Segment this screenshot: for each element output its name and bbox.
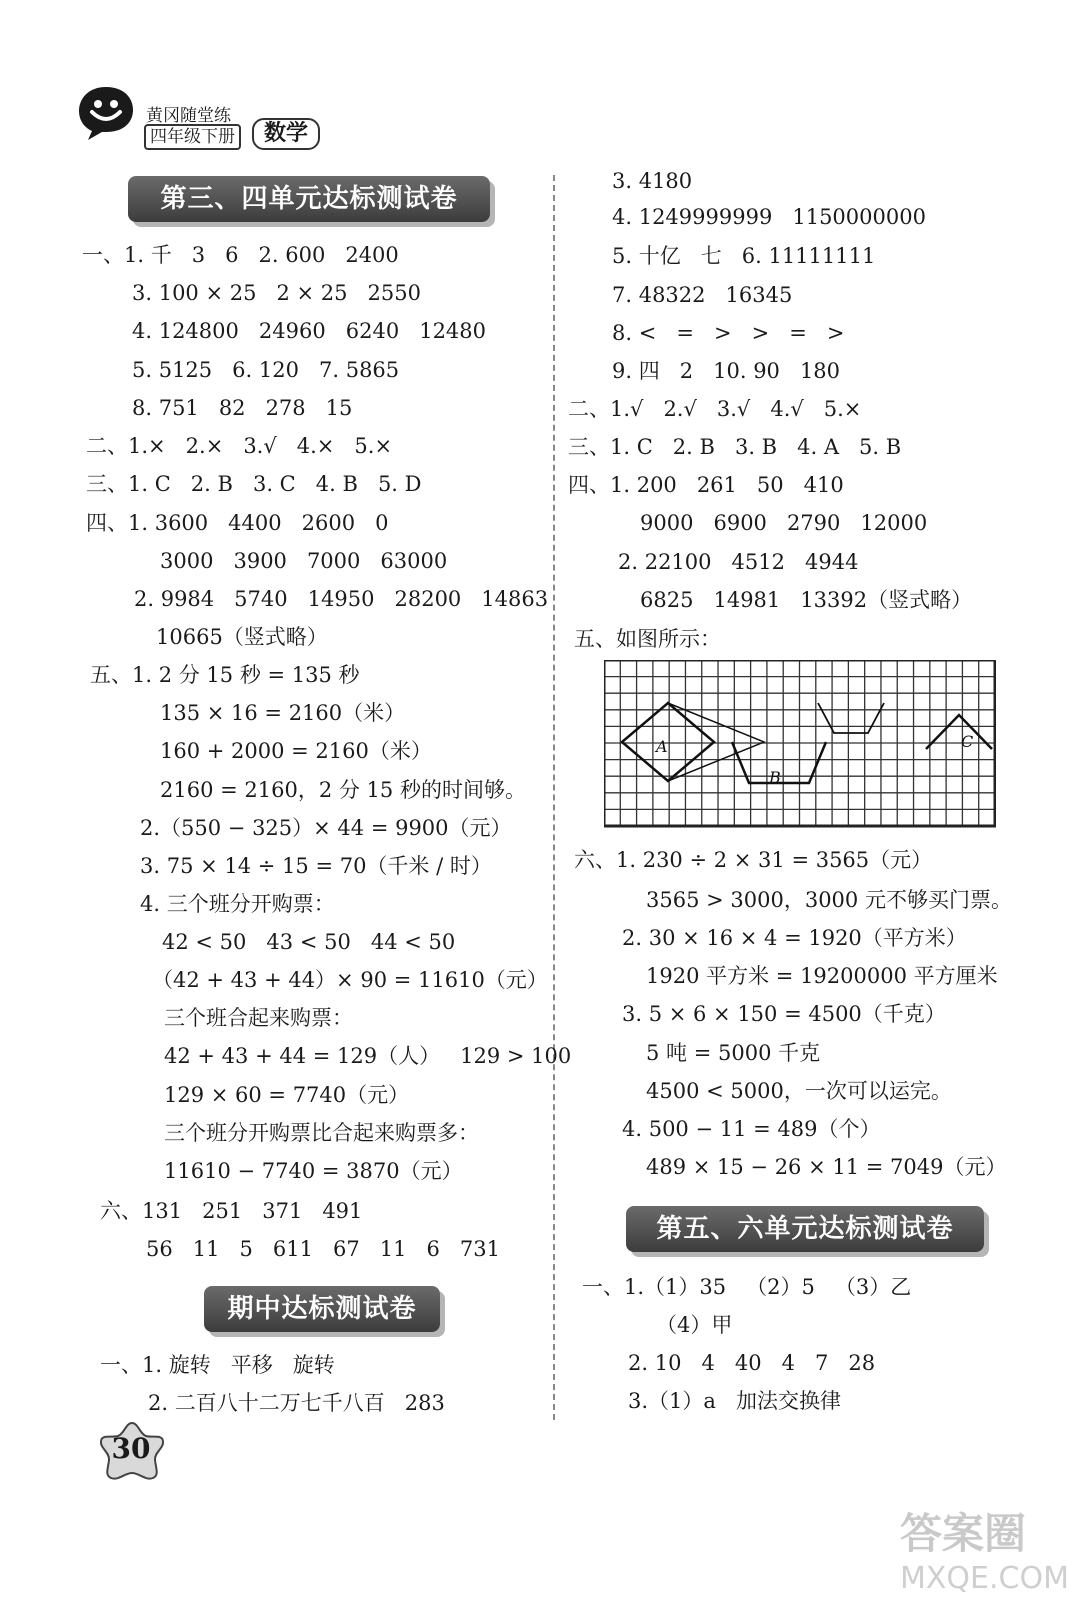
answer-line: 2. 30 × 16 × 4 = 1920（平方米） <box>622 926 967 950</box>
grade-label: 四年级下册 <box>144 124 241 150</box>
answer-line: 8. < = > > = > <box>612 321 845 345</box>
answer-line: 4. 500 − 11 = 489（个） <box>622 1117 881 1141</box>
answer-line: 一、1. 千 3 6 2. 600 2400 <box>82 243 399 267</box>
answer-line: 3. 5 × 6 × 150 = 4500（千克） <box>622 1002 946 1026</box>
grid-label-b: B <box>769 768 781 787</box>
answer-line: （4）甲 <box>656 1313 733 1337</box>
answer-line: 11610 − 7740 = 3870（元） <box>164 1159 463 1183</box>
answer-line: 四、1. 3600 4400 2600 0 <box>86 511 389 535</box>
answer-line: 二、1.× 2.× 3.√ 4.× 5.× <box>86 434 393 458</box>
answer-line: 3.（1）a 加法交换律 <box>628 1389 841 1413</box>
series-title: 黄冈随堂练 <box>146 106 231 126</box>
answer-line: 2. 22100 4512 4944 <box>618 550 859 574</box>
answer-line: 4500 < 5000，一次可以运完。 <box>646 1079 952 1103</box>
answer-line: 6825 14981 13392（竖式略） <box>640 588 973 612</box>
answer-line: 2. 10 4 40 4 7 28 <box>628 1351 876 1375</box>
answer-line: （42 + 43 + 44）× 90 = 11610（元） <box>152 968 548 992</box>
answer-line: 2. 二百八十二万七千八百 283 <box>148 1391 445 1415</box>
answer-line: 五、1. 2 分 15 秒 = 135 秒 <box>90 663 360 687</box>
shape-a <box>622 703 714 781</box>
answer-line: 六、131 251 371 491 <box>100 1199 363 1223</box>
answer-line: 四、1. 200 261 50 410 <box>568 473 844 497</box>
answer-line: 三个班分开购票比合起来购票多： <box>164 1121 479 1145</box>
answer-line: 160 + 2000 = 2160（米） <box>160 739 432 763</box>
answer-line: 4. 124800 24960 6240 12480 <box>132 319 487 343</box>
answer-line: 五、如图所示： <box>574 627 721 651</box>
smiley-logo-icon <box>76 84 136 142</box>
answer-line: 3. 75 × 14 ÷ 15 = 70（千米 / 时） <box>140 854 492 878</box>
answer-line: 3565 > 3000，3000 元不够买门票。 <box>646 888 1012 912</box>
answer-line: 135 × 16 = 2160（米） <box>160 701 406 725</box>
answer-line: 9. 四 2 10. 90 180 <box>612 359 841 383</box>
section-banner-unit56: 第五、六单元达标测试卷 <box>626 1206 984 1252</box>
column-divider <box>553 175 555 1420</box>
grid-label-c: C <box>961 732 974 751</box>
answer-line: 5 吨 = 5000 千克 <box>646 1041 821 1065</box>
answer-line: 4. 三个班分开购票： <box>140 892 335 916</box>
answer-line: 5. 5125 6. 120 7. 5865 <box>132 358 400 382</box>
answer-line: 3. 4180 <box>612 169 693 193</box>
answer-line: 4. 1249999999 1150000000 <box>612 205 926 229</box>
answer-line: 1920 平方米 = 19200000 平方厘米 <box>646 964 998 988</box>
answer-line: 3000 3900 7000 63000 <box>160 549 448 573</box>
answer-line: 56 11 5 611 67 11 6 731 <box>146 1237 500 1261</box>
answer-line: 8. 751 82 278 15 <box>132 396 353 420</box>
section-banner-unit34: 第三、四单元达标测试卷 <box>128 176 490 222</box>
answer-line: 三、1. C 2. B 3. B 4. A 5. B <box>568 435 902 459</box>
answer-line: 42 < 50 43 < 50 44 < 50 <box>162 930 456 954</box>
watermark-text: 答案圈 <box>900 1509 1027 1558</box>
answer-line: 5. 十亿 七 6. 11111111 <box>612 244 876 268</box>
shape-partial <box>818 703 884 733</box>
answer-line: 42 + 43 + 44 = 129（人） 129 > 100 <box>164 1044 572 1068</box>
answer-line: 489 × 15 − 26 × 11 = 7049（元） <box>646 1155 1007 1179</box>
subject-badge: 数学 <box>252 118 320 150</box>
answer-line: 10665（竖式略） <box>156 625 328 649</box>
page-number: 30 <box>111 1432 151 1465</box>
svg-text:MXQE.COM: MXQE.COM <box>900 1561 1069 1595</box>
answer-line: 3. 100 × 25 2 × 25 2550 <box>132 281 421 305</box>
watermark-logo <box>892 1500 1072 1595</box>
answer-line: 一、1.（1）35 （2）5 （3）乙 <box>582 1275 912 1299</box>
translation-grid-figure <box>604 660 996 828</box>
answer-line: 2.（550 − 325）× 44 = 9900（元） <box>140 816 512 840</box>
answer-line: 一、1. 旋转 平移 旋转 <box>100 1353 335 1377</box>
answer-line: 129 × 60 = 7740（元） <box>164 1083 410 1107</box>
answer-line: 9000 6900 2790 12000 <box>640 511 928 535</box>
section-banner-midterm: 期中达标测试卷 <box>204 1286 440 1332</box>
answer-line: 三个班合起来购票： <box>164 1006 353 1030</box>
answer-line: 2. 9984 5740 14950 28200 14863 <box>134 587 549 611</box>
shape-c <box>926 715 992 749</box>
answer-line: 7. 48322 16345 <box>612 283 793 307</box>
answer-line: 二、1.√ 2.√ 3.√ 4.√ 5.× <box>568 397 862 421</box>
answer-line: 三、1. C 2. B 3. C 4. B 5. D <box>86 472 422 496</box>
grid-label-a: A <box>656 737 668 756</box>
answer-line: 六、1. 230 ÷ 2 × 31 = 3565（元） <box>574 848 933 872</box>
answer-line: 2160 = 2160，2 分 15 秒的时间够。 <box>160 778 526 802</box>
